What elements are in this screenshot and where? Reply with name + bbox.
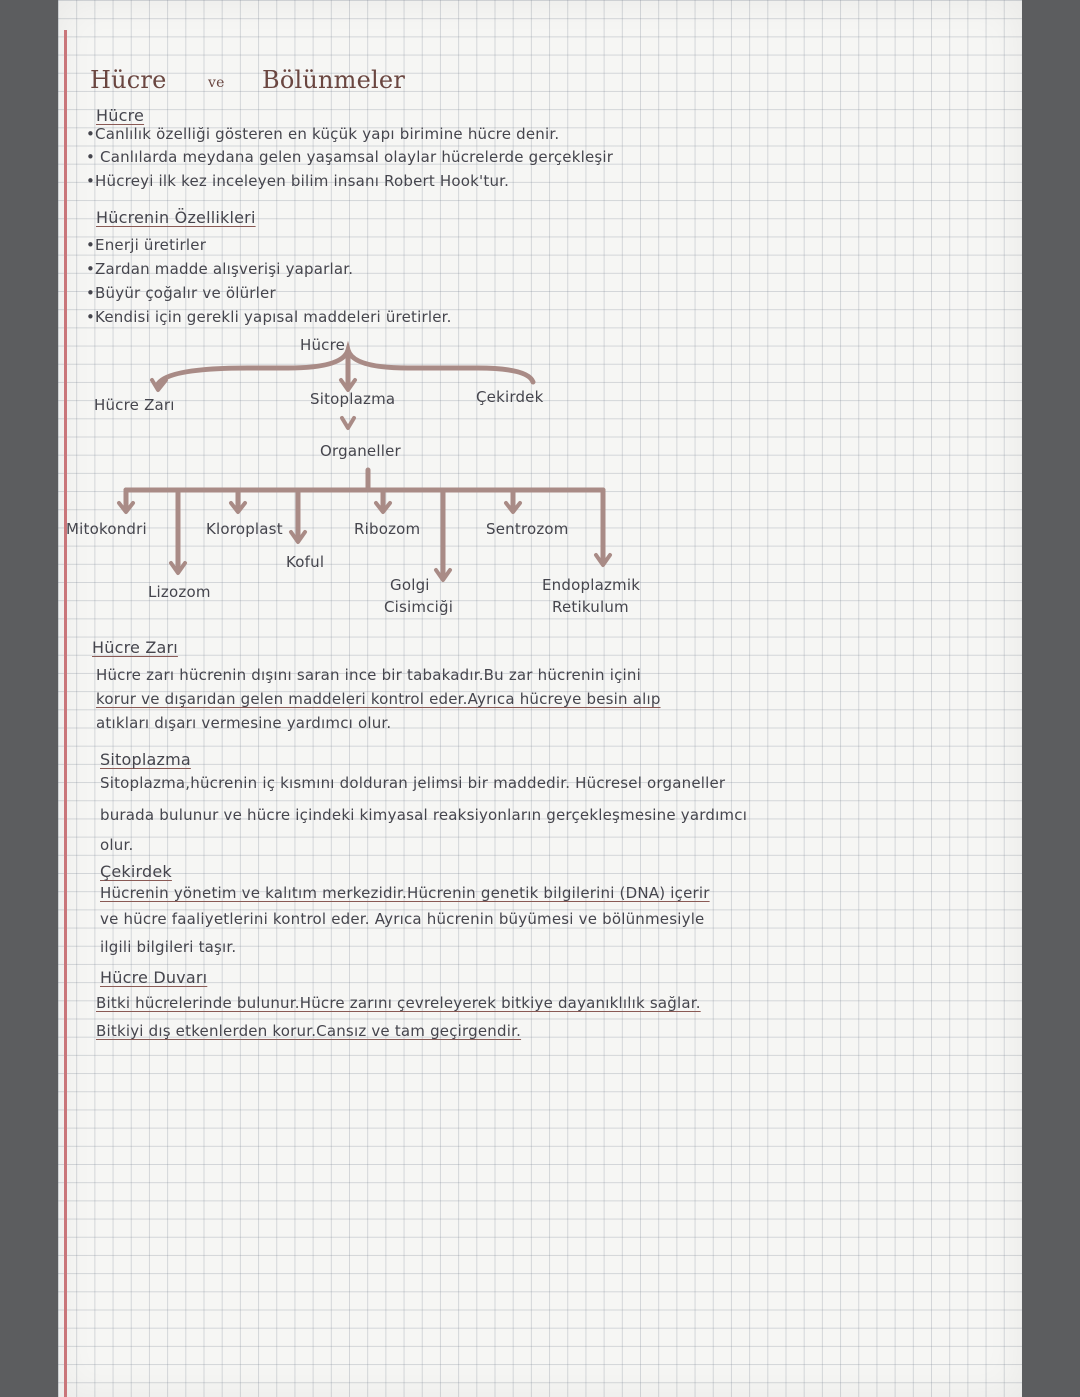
node-koful: Koful (286, 553, 325, 571)
zar-line-3: atıkları dışarı vermesine yardımcı olur. (96, 714, 392, 732)
cekirdek-line-2: ve hücre faaliyetlerini kontrol eder. Ayrıca hücrenin büyümesi ve bölünmesiyle (100, 910, 705, 928)
cekirdek-line-3: ilgili bilgileri taşır. (100, 938, 237, 956)
node-golgi-1: Golgi (390, 576, 430, 594)
node-sitoplazma: Sitoplazma (310, 390, 396, 408)
node-golgi-2: Cisimciği (384, 598, 454, 616)
heading-cekirdek: Çekirdek (100, 862, 172, 881)
node-ribozom: Ribozom (354, 520, 421, 538)
cekirdek-line-1: Hücrenin yönetim ve kalıtım merkezidir.Hücrenin genetik bilgilerini (DNA) içerir (100, 884, 710, 902)
node-lizozom: Lizozom (148, 583, 211, 601)
node-kloroplast: Kloroplast (206, 520, 283, 538)
ozellik-line-3: •Büyür çoğalır ve ölürler (86, 284, 276, 302)
sito-line-1: Sitoplazma,hücrenin iç kısmını dolduran jelimsi bir maddedir. Hücresel organeller (100, 774, 726, 792)
arrow-organeller (342, 418, 354, 428)
sito-line-2: burada bulunur ve hücre içindeki kimyasal reaksiyonların gerçekleşmesine yardımcı (100, 806, 748, 824)
node-organeller: Organeller (320, 442, 401, 460)
zar-line-2: korur ve dışarıdan gelen maddeleri kontrol eder.Ayrıca hücreye besin alıp (96, 690, 661, 708)
title-word-ve: ve (208, 75, 225, 91)
notebook-page (58, 0, 1022, 1397)
ozellik-line-2: •Zardan madde alışverişi yaparlar. (86, 260, 354, 278)
node-endoplazmik-2: Retikulum (552, 598, 629, 616)
node-cekirdek: Çekirdek (476, 388, 544, 406)
title-word-bolunmeler: Bölünmeler (262, 66, 405, 94)
hucre-line-2: • Canlılarda meydana gelen yaşamsal olaylar hücrelerde gerçekleşir (86, 148, 614, 166)
node-mitokondri: Mitokondri (66, 520, 147, 538)
node-hucre: Hücre (300, 336, 346, 354)
ozellik-line-4: •Kendisi için gerekli yapısal maddeleri üretirler. (86, 308, 452, 326)
sito-line-3: olur. (100, 836, 134, 854)
heading-hucre-duvari: Hücre Duvarı (100, 968, 208, 987)
title-word-hucre: Hücre (90, 66, 167, 94)
duvar-line-1: Bitki hücrelerinde bulunur.Hücre zarını çevreleyerek bitkiye dayanıklılık sağlar. (96, 994, 701, 1012)
ozellik-line-1: •Enerji üretirler (86, 236, 207, 254)
node-hucre-zari: Hücre Zarı (94, 396, 175, 414)
heading-hucre-zari: Hücre Zarı (92, 638, 178, 657)
hucre-line-3: •Hücreyi ilk kez inceleyen bilim insanı Robert Hook'tur. (86, 172, 510, 190)
heading-hucre: Hücre (96, 106, 145, 125)
node-sentrozom: Sentrozom (486, 520, 569, 538)
hucre-line-1: •Canlılık özelliği gösteren en küçük yapı birimine hücre denir. (86, 125, 560, 143)
heading-ozellikler: Hücrenin Özellikleri (96, 208, 256, 227)
node-endoplazmik-1: Endoplazmik (542, 576, 641, 594)
duvar-line-2: Bitkiyi dış etkenlerden korur.Cansız ve tam geçirgendir. (96, 1022, 522, 1040)
zar-line-1: Hücre zarı hücrenin dışını saran ince bir tabakadır.Bu zar hücrenin içini (96, 666, 641, 684)
heading-sitoplazma: Sitoplazma (100, 750, 191, 769)
